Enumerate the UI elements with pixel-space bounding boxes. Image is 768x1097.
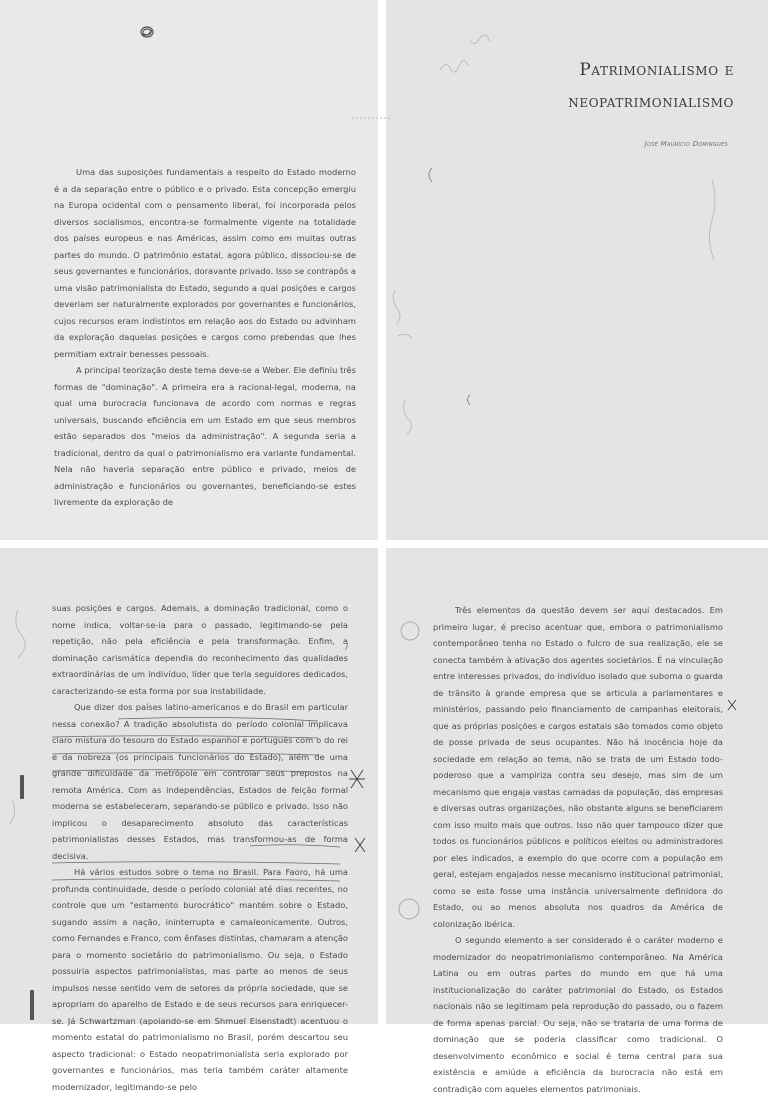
- article-title-line-1: Patrimonialismo e: [579, 60, 734, 80]
- paragraph: Uma das suposições fundamentais a respeito do Estado moderno é a da separação entre o público e o privado. Esta concepção emergiu na Europa ocidental com o pensamento liberal, foi incorporada pelos diversos socialismos, encontra-se formalmente vigente na totalidade dos países europeus e nas Américas, assim como em muitas outras partes do mundo. O patrimônio estatal, agora público, dissociou-se de seus governantes e funcionários, doravante privado. Isso se contrapôs a uma visão patrimonialista do Estado, segundo a qual posições e cargos deveriam ser naturalmente explorados por governantes e funcionários, cujos recursos eram indistintos em relação aos do Estado ou advinham da exploração daquelas posições e cargos como prebendas que lhes permitiam extrair benesses pessoais.: [54, 167, 356, 359]
- ink-underline-marks: [52, 717, 340, 881]
- ink-scribble-mark: [141, 27, 153, 37]
- paragraph: suas posições e cargos. Ademais, a dominação tradicional, como o nome indica, voltar-se-ia para o passado, legitimando-se pela repetição, não pela eficiência e pela transformação. Enfim, a dominação carismática dependia do reconhecimento das qualidades extraordinárias de um indivíduo, líder que teria seguidores dedicados, caracterizando-se esta forma por sua instabilidade.: [52, 603, 348, 696]
- article-author: José Maurício Domingues: [644, 140, 728, 148]
- pencil-bracket-mark: [345, 168, 470, 650]
- paragraph: Há vários estudos sobre o tema no Brasil. Para Faoro, há uma profunda continuidade, desde o período colonial até dias recentes, no controle que um "estamento burocrático" mantém sobre o Estado, sugando assim a nação, ininterrupta e camaleonicamente. Outros, como Fernandes e Franco, com ênfases distintas, chamaram a atenção para o momento societário do patrimonialismo. Ou seja, o Estado possuiria aspectos patrimonialistas, mas parte ao menos de seus impulsos nesse sentido vem de setores da própria sociedade, que se apropriam do aparelho de Estado e de seus recursos para enriquecer-se. Já Schwartzman (apoiando-se em Shmuel Eisenstadt) acentuou o momento estatal do patrimonialismo no Brasil, porém descartou seu aspecto tradicional: o Estado neopatrimonialista seria explorado por governantes e funcionários, mas teria também caráter altamente modernizador, legitimando-se pelo: [52, 867, 348, 1092]
- pencil-margin-scribble: [10, 35, 715, 824]
- circled-number-mark: [399, 622, 419, 919]
- article-title-line-2: neopatrimonialismo: [568, 92, 734, 112]
- paragraph: Que dizer dos países latino-americanos e do Brasil em particular nessa conexão? A tradição absolutista do período colonial implicava claro mistura do tesouro do Estado espanhol e português com o do rei e da nobreza (os principais funcionários do Estado), além de uma grande dificuldade da metrópole em controlar seus prepostos na remota América. Com as independências, Estados de feição formal moderna se estabeleceram, separando-se público e privado. Isso não implicou o desaparecimento absoluto das características patrimonialistas desses Estados, mas transformou-as de forma decisiva.: [52, 702, 348, 861]
- paragraph: O segundo elemento a ser considerado é o caráter moderno e modernizador do neopatrimonialismo contemporâneo. Na América Latina ou em outras partes do mundo em que há uma institucionalização do caráter patrimonial do Estado, os Estados nacionais não se legitimam pela reprodução do passado, ou o fazem de forma apenas parcial. Ou seja, não se trataria de uma forma de dominação que se poderia classificar como tradicional. O desenvolvimento econômico e social é tema central para sua existência e amiúde a eficiência da burocracia não está em contradição com aqueles elementos patrimoniais.: [433, 935, 723, 1094]
- paragraph: Três elementos da questão devem ser aqui destacados. Em primeiro lugar, é preciso acentuar que, embora o patrimonialismo contemporâneo tenha no Estado o fulcro de sua realização, ele se conecta também à ativação dos agentes societários. É na vinculação entre interesses privados, do indivíduo isolado que suborna o guarda de trânsito à grande empresa que se articula a parlamentares e ministérios, passando pelo financiamento de campanhas eleitorais, que as próprias posições e cargos estatais são tomados como objeto de posse privada de seus ocupantes. Não há inocência hoje da sociedade em relação ao tema, não se trata de um Estado todo-poderoso que a vampiriza contra seu desejo, mas sim de um mecanismo que engaja vastas camadas da população, das empresas e diversas outras organizações, não obstante alguns se beneficiarem com isso muito mais que outros. Isso não quer tampouco dizer que todos os funcionários públicos e políticos eleitos ou administradores por eles indicados, a exemplo do que ocorre com a população em geral, estejam engajados nesse mecanismo institucional patrimonial, como se esta fosse uma instância universalmente definidora do Estado, ou ao menos absoluta nos quadros da América de colonização ibérica.: [433, 605, 723, 929]
- paragraph: A principal teorização deste tema deve-se a Weber. Ele definiu três formas de "dominação". A primeira era a racional-legal, moderna, na qual uma burocracia funcionava de acordo com normas e regras universais, buscando eficiência em um Estado em que seus membros estão separados dos "meios da administração". A segunda seria a tradicional, dentro da qual o patrimonialismo era variante fundamental. Nela não haveria separação entre público e privado, meios de administração e funcionários ou governantes, beneficiando-se estes livremente da exploração de: [54, 365, 356, 507]
- asterisk-margin-mark: [349, 700, 736, 852]
